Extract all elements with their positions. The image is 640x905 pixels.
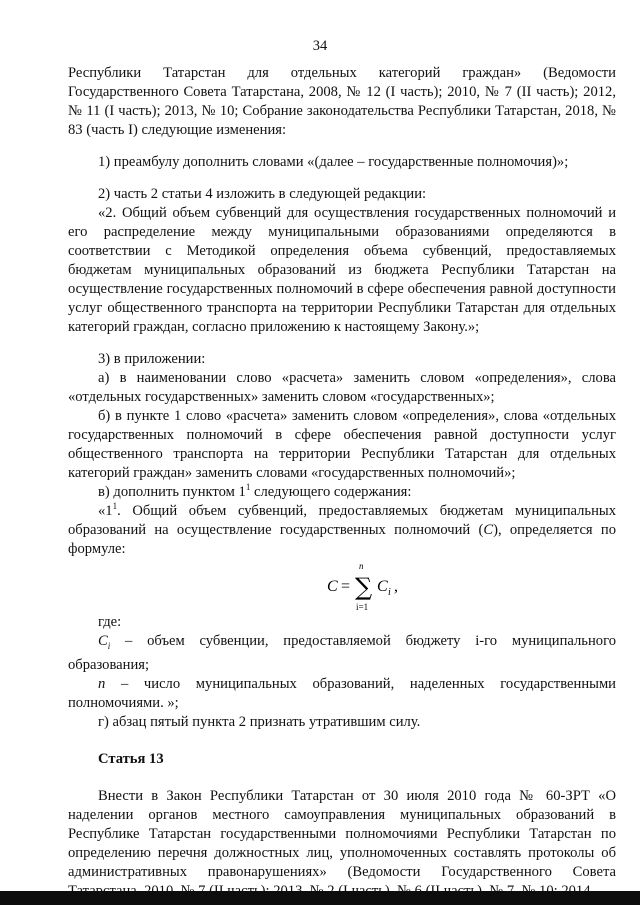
article-text: Внести в Закон Республики Татарстан от 30 июля 2010 года № 60-ЗРТ «О наделении органов местного самоуправления муниципальных образований в Республике Татарстан государственными полномочиями Республики Татарстан по определению перечня должностных лиц, уполномоченных составлять протоколы об административных правонарушениях» (Ведомости Государственного Совета [68, 787, 616, 880]
where-label: где: [98, 614, 122, 630]
formula-sigma: ∑ [355, 573, 373, 601]
document-body [68, 64, 616, 901]
def-ci-sub: i [107, 640, 111, 651]
item-3v-post: следующего содержания: [250, 484, 412, 500]
quote-paragraph [68, 502, 616, 559]
item-2: 2) часть 2 статьи 4 изложить в следующей редакции: [98, 186, 427, 202]
formula-lower-limit: i=1 [356, 602, 369, 612]
intro-paragraph: Республики Татарстан для отдельных категорий граждан» (Ведомости Государственного Совета Татарстана, 2008, № 12 (I часть); 2010, № 7 (II часть); 2012, № 11 (I часть); 2013, № 10; Собрание законодательства Республики Татарстан, 2018, № 83 (часть I) следующие изменения: [68, 65, 616, 138]
formula-equals: = [341, 578, 351, 595]
def-ci-var: C [98, 633, 108, 649]
formula-upper-limit: n [359, 561, 364, 571]
formula-comma: , [394, 578, 398, 595]
item-3v-superscript: 1 [245, 482, 251, 493]
item-3v-pre: в) дополнить пунктом 1 [98, 484, 246, 500]
quote-variable: С [483, 522, 494, 538]
quote-text: . Общий объем субвенций, предоставляемых бюджетам муниципальных образований на осуществление государственных полномочий ( [68, 503, 616, 538]
scan-bottom-edge [0, 891, 640, 905]
quote-end: ), определяется по формуле: [68, 522, 616, 557]
item-1: 1) преамбулу дополнить словами «(далее – государственные полномочия)»; [98, 154, 569, 170]
def-n [68, 675, 616, 713]
formula-subscript: i [388, 587, 391, 598]
item-2-quote: «2. Общий объем субвенций для осуществления государственных полномочий и его распределение между муниципальными образованиями определяются в соответствии с Методикой определения объема субвенций, предоставляемых бюджетам муниципальных образований из бюджета Республики Татарстан на осуществление государственных полномочий в сфере обеспечения равной доступности услуг общественного транспорта на территории Республики Татарстан для отдельных категорий граждан, согласно приложению к настоящему Закону.»; [68, 205, 616, 335]
sum-formula [124, 559, 616, 613]
formula-lhs: C [327, 578, 338, 595]
item-3: 3) в приложении: [98, 351, 206, 367]
quote-superscript: 1 [112, 501, 118, 512]
def-ci [68, 632, 616, 675]
item-3g: г) абзац пятый пункта 2 признать утратившим силу. [98, 713, 421, 730]
item-3v [68, 483, 616, 502]
formula-term: C [377, 578, 388, 595]
item-3a: а) в наименовании слово «расчета» заменить словом «определения», слова «отдельных государственных» заменить словом «государственных»; [68, 370, 616, 405]
item-3b: б) в пункте 1 слово «расчета» заменить словом «определения», слова «отдельных государственных полномочий в сфере обеспечения равной доступности услуг общественного транспорта на территории Республики Татарстан для отдельных категорий граждан» заменить словами «государственных полномочий»; [68, 408, 616, 481]
def-n-var: n [98, 675, 106, 692]
page-number: 34 [312, 38, 328, 54]
def-n-text: – число муниципальных образований, наделенных государственными полномочиями. »; [68, 675, 616, 711]
article-heading: Статья 13 [98, 750, 164, 767]
def-ci-text: – объем субвенции, предоставляемой бюджету i-го муниципального образования; [68, 633, 616, 673]
formula-svg [325, 559, 415, 613]
quote-prefix: «1 [98, 503, 113, 519]
